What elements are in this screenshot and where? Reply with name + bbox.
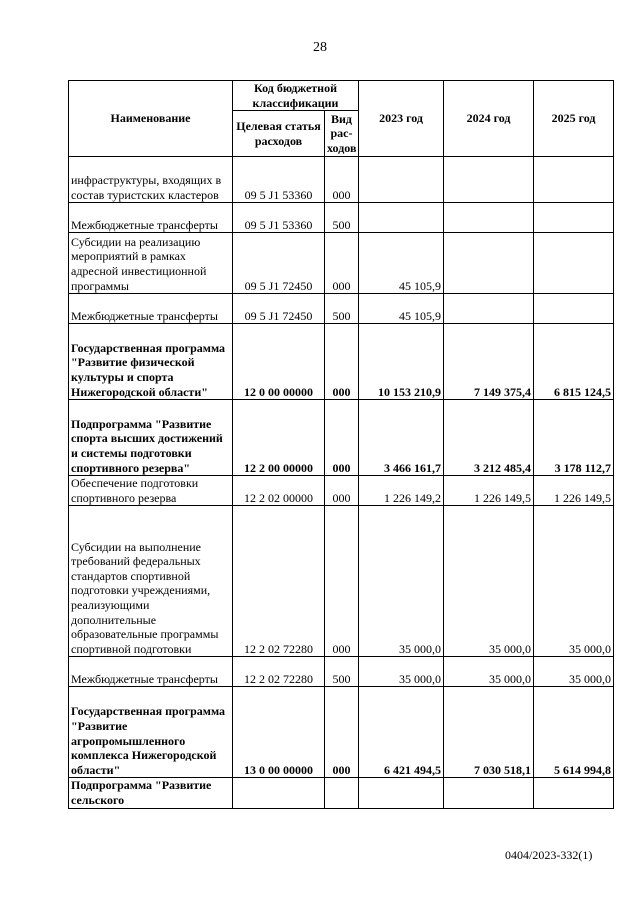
row-value-2025 — [534, 203, 614, 233]
row-expense-kind: 000 — [325, 687, 359, 778]
page-number: 28 — [313, 40, 327, 55]
table-row — [69, 778, 614, 808]
row-name: Государственная программа "Развитие физической культуры и спорта Нижегородской области" — [69, 324, 233, 400]
row-target-article: 09 5 J1 72450 — [233, 294, 325, 324]
row-value-2023: 35 000,0 — [359, 506, 444, 657]
table-row — [69, 687, 614, 778]
row-value-2025: 5 614 994,8 — [534, 687, 614, 778]
table-row — [69, 233, 614, 294]
table-row — [69, 476, 614, 506]
row-expense-kind: 000 — [325, 400, 359, 476]
row-value-2023 — [359, 778, 444, 808]
row-expense-kind: 000 — [325, 476, 359, 506]
row-value-2025 — [534, 294, 614, 324]
row-target-article: 12 2 02 72280 — [233, 657, 325, 687]
row-value-2025: 3 178 112,7 — [534, 400, 614, 476]
header-2024: 2024 год — [444, 81, 534, 157]
row-value-2023: 35 000,0 — [359, 657, 444, 687]
row-value-2024 — [444, 778, 534, 808]
row-name: Межбюджетные трансферты — [69, 294, 233, 324]
row-value-2023: 45 105,9 — [359, 294, 444, 324]
row-value-2024: 3 212 485,4 — [444, 400, 534, 476]
row-value-2024: 7 149 375,4 — [444, 324, 534, 400]
row-expense-kind: 000 — [325, 233, 359, 294]
row-target-article: 12 2 02 00000 — [233, 476, 325, 506]
row-target-article: 12 2 02 72280 — [233, 506, 325, 657]
row-name: Подпрограмма "Развитие сельского — [69, 778, 233, 808]
row-value-2025 — [534, 157, 614, 203]
budget-table — [68, 80, 614, 809]
row-expense-kind: 500 — [325, 294, 359, 324]
table-row — [69, 324, 614, 400]
row-target-article: 12 2 00 00000 — [233, 400, 325, 476]
table-row — [69, 157, 614, 203]
row-expense-kind: 000 — [325, 324, 359, 400]
row-name: Межбюджетные трансферты — [69, 657, 233, 687]
row-value-2024: 35 000,0 — [444, 657, 534, 687]
row-value-2024 — [444, 233, 534, 294]
row-value-2025 — [534, 233, 614, 294]
row-value-2025: 35 000,0 — [534, 506, 614, 657]
row-value-2024: 35 000,0 — [444, 506, 534, 657]
document-code: 0404/2023-332(1) — [505, 848, 593, 862]
row-name: Межбюджетные трансферты — [69, 203, 233, 233]
row-target-article — [233, 778, 325, 808]
row-name: Субсидии на реализацию мероприятий в рамках адресной инвестиционной программы — [69, 233, 233, 294]
row-value-2023 — [359, 157, 444, 203]
row-target-article: 09 5 J1 72450 — [233, 233, 325, 294]
row-value-2024 — [444, 294, 534, 324]
row-value-2024: 1 226 149,5 — [444, 476, 534, 506]
row-expense-kind: 500 — [325, 657, 359, 687]
row-value-2023: 3 466 161,7 — [359, 400, 444, 476]
row-expense-kind — [325, 778, 359, 808]
table-row — [69, 203, 614, 233]
header-code-group: Код бюджетной классификации — [233, 81, 359, 111]
row-expense-kind: 000 — [325, 157, 359, 203]
row-expense-kind: 500 — [325, 203, 359, 233]
header-2023: 2023 год — [359, 81, 444, 157]
row-name: Обеспечение подготовки спортивного резерва — [69, 476, 233, 506]
header-2025: 2025 год — [534, 81, 614, 157]
row-value-2025: 35 000,0 — [534, 657, 614, 687]
header-expense-kind: Вид рас-ходов — [325, 111, 359, 157]
row-value-2023: 1 226 149,2 — [359, 476, 444, 506]
table-row — [69, 506, 614, 657]
row-value-2023 — [359, 203, 444, 233]
row-name: Подпрограмма "Развитие спорта высших достижений и системы подготовки спортивного резерва" — [69, 400, 233, 476]
row-target-article: 09 5 J1 53360 — [233, 203, 325, 233]
row-value-2023: 10 153 210,9 — [359, 324, 444, 400]
table-row — [69, 400, 614, 476]
table-row — [69, 657, 614, 687]
row-target-article: 13 0 00 00000 — [233, 687, 325, 778]
row-target-article: 12 0 00 00000 — [233, 324, 325, 400]
table-row — [69, 294, 614, 324]
row-value-2024 — [444, 157, 534, 203]
row-expense-kind: 000 — [325, 506, 359, 657]
row-value-2023: 45 105,9 — [359, 233, 444, 294]
row-value-2024: 7 030 518,1 — [444, 687, 534, 778]
row-name: инфраструктуры, входящих в состав туристских кластеров — [69, 157, 233, 203]
row-target-article: 09 5 J1 53360 — [233, 157, 325, 203]
row-name: Субсидии на выполнение требований федеральных стандартов спортивной подготовки учреждениями, реализующими дополнительные образовательные программы спортивной подготовки — [69, 506, 233, 657]
row-name: Государственная программа "Развитие агропромышленного комплекса Нижегородской области" — [69, 687, 233, 778]
row-value-2023: 6 421 494,5 — [359, 687, 444, 778]
row-value-2025: 6 815 124,5 — [534, 324, 614, 400]
row-value-2025 — [534, 778, 614, 808]
row-value-2024 — [444, 203, 534, 233]
header-target-article: Целевая статья расходов — [233, 111, 325, 157]
header-name: Наименование — [69, 81, 233, 157]
row-value-2025: 1 226 149,5 — [534, 476, 614, 506]
